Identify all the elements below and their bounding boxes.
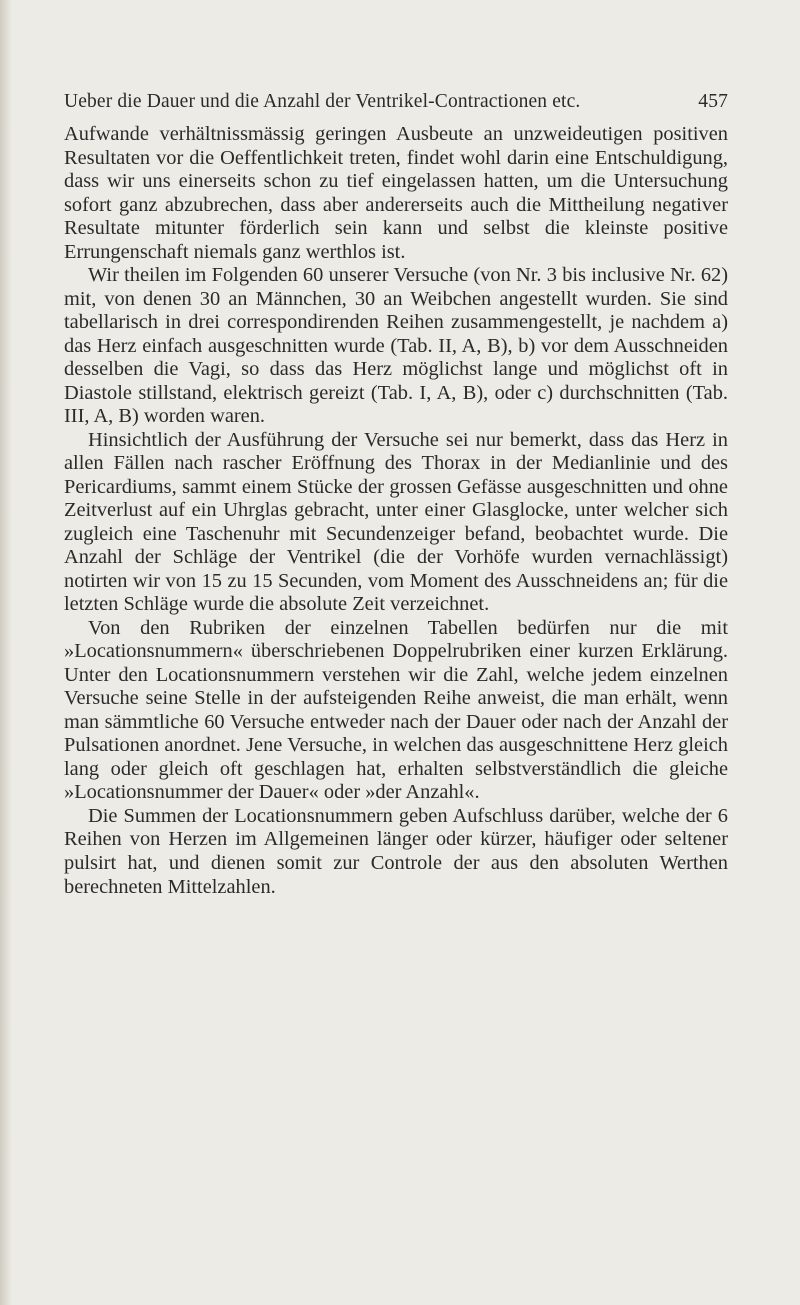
page-header [64, 91, 728, 113]
running-head: Ueber die Dauer und die Anzahl der Ventrikel-Contractionen etc. [64, 91, 581, 112]
body-text [64, 123, 728, 899]
page-spine-shadow [0, 0, 12, 1305]
paragraph: Von den Rubriken der einzelnen Tabellen bedürfen nur die mit »Locationsnummern« überschriebenen Doppelrubriken einer kurzen Erklärung. Unter den Locationsnummern verstehen wir die Zahl, welche jedem einzelnen Versuche seine Stelle in der aufsteigenden Reihe anweist, die man erhält, wenn man sämmtliche 60 Versuche entweder nach der Dauer oder nach der Anzahl der Pulsationen anordnet. Jene Versuche, in welchen das ausgeschnittene Herz gleich lang oder gleich oft geschlagen hat, erhalten selbstverständlich die gleiche »Locationsnummer der Dauer« oder »der Anzahl«. [64, 616, 728, 804]
paragraph-continuation: Aufwande verhältnissmässig geringen Ausbeute an unzweideutigen positiven Resultaten vor die Oeffentlichkeit treten, findet wohl darin eine Entschuldigung, dass wir uns einerseits schon zu tief eingelassen hatten, um die Untersuchung sofort ganz abzubrechen, dass aber andererseits auch die Mittheilung negativer Resultate mitunter förderlich sein kann und selbst die kleinste positive Errungenschaft niemals ganz werthlos ist. [64, 123, 728, 263]
paragraph: Die Summen der Locationsnummern geben Aufschluss darüber, welche der 6 Reihen von Herzen im Allgemeinen länger oder kürzer, häufiger oder seltener pulsirt hat, und dienen somit zur Controle der aus den absoluten Werthen berechneten Mittelzahlen. [64, 804, 728, 898]
paragraph: Hinsichtlich der Ausführung der Versuche sei nur bemerkt, dass das Herz in allen Fällen nach rascher Eröffnung des Thorax in der Medianlinie und des Pericardiums, sammt einem Stücke der grossen Gefässe ausgeschnitten und ohne Zeitverlust auf ein Uhrglas gebracht, unter einer Glasglocke, unter welcher sich zugleich eine Taschenuhr mit Secundenzeiger befand, beobachtet wurde. Die Anzahl der Schläge der Ventrikel (die der Vorhöfe wurden vernachlässigt) notirten wir von 15 zu 15 Secunden, vom Moment des Ausschneidens an; für die letzten Schläge wurde die absolute Zeit verzeichnet. [64, 428, 728, 616]
page-number: 457 [698, 91, 728, 112]
paragraph: Wir theilen im Folgenden 60 unserer Versuche (von Nr. 3 bis inclusive Nr. 62) mit, von denen 30 an Männchen, 30 an Weibchen angestellt wurden. Sie sind tabellarisch in drei correspondirenden Reihen zusammengestellt, je nachdem a) das Herz einfach ausgeschnitten wurde (Tab. II, A, B), b) vor dem Ausschneiden desselben die Vagi, so dass das Herz möglichst lange und möglichst oft in Diastole stillstand, elektrisch gereizt (Tab. I, A, B), oder c) durchschnitten (Tab. III, A, B) worden waren. [64, 264, 728, 428]
